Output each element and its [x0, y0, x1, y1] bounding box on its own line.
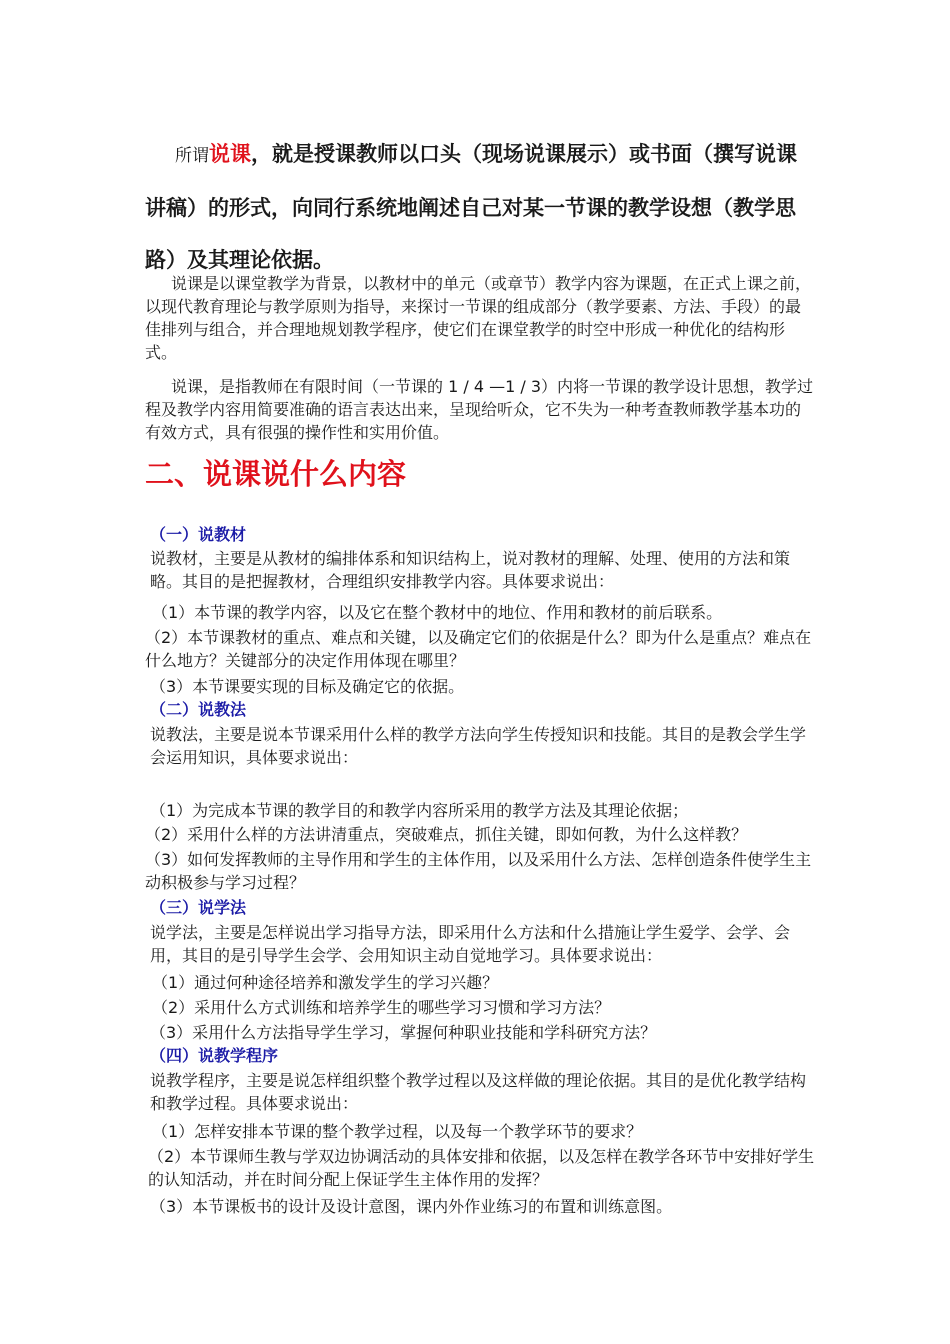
list-item: （3）如何发挥教师的主导作用和学生的主体作用，以及采用什么方法、怎样创造条件使学生主动积极参与学习过程？ [145, 850, 812, 892]
list-item: （3）采用什么方法指导学生学习，掌握何种职业技能和学科研究方法？ [150, 1023, 657, 1042]
subsection-title-method: （二）说教法 [150, 700, 247, 719]
list-item: （2）采用什么方式训练和培养学生的哪些学习习惯和学习方法？ [152, 998, 611, 1017]
section-heading: 二、说课说什么内容 [145, 457, 407, 491]
subsection-desc-textbook: 说教材，主要是从教材的编排体系和知识结构上，说对教材的理解、处理、使用的方法和策略。其目的是把握教材，合理组织安排教学内容。具体要求说出： [150, 549, 791, 591]
subsection-title-procedure: （四）说教学程序 [150, 1046, 279, 1065]
subsection-title-textbook: （一）说教材 [150, 525, 247, 544]
list-item: （2）本节课师生教与学双边协调活动的具体安排和依据，以及怎样在教学各环节中安排好学生的认知活动，并在时间分配上保证学生主体作用的发挥？ [148, 1147, 815, 1189]
intro-keyword: 说课 [209, 142, 251, 166]
list-item: （1）怎样安排本节课的整个教学过程，以及每一个教学环节的要求？ [152, 1122, 643, 1141]
subsection-desc-procedure: 说教学程序，主要是说怎样组织整个教学过程以及这样做的理论依据。其目的是优化教学结构和教学过程。具体要求说出： [150, 1071, 807, 1113]
intro-text: ，就是授课教师以口头（现场说课展示）或书面（撰写说课讲稿）的形式，向同行系统地阐述自己对某一节课的教学设想（教学思路）及其理论依据。 [145, 142, 797, 272]
paragraph-definition: 说课，是指教师在有限时间（一节课的 1 / 4 —1 / 3）内将一节课的教学设计思想，教学过程及教学内容用简要准确的语言表达出来，呈现给听众，它不失为一种考查教师教学基本功的有效方式，具有很强的操作性和实用价值。 [145, 377, 814, 442]
paragraph-background: 说课是以课堂教学为背景，以教材中的单元（或章节）教学内容为课题，在正式上课之前，以现代教育理论与教学原则为指导，来探讨一节课的组成部分（教学要素、方法、手段）的最佳排列与组合，并合理地规划教学程序，使它们在课堂教学的时空中形成一种优化的结构形式。 [145, 274, 812, 362]
intro-definition [145, 128, 815, 286]
intro-lead: 所谓 [175, 146, 209, 166]
list-item: （3）本节课板书的设计及设计意图，课内外作业练习的布置和训练意图。 [150, 1197, 673, 1216]
subsection-title-learning: （三）说学法 [150, 898, 247, 917]
subsection-desc-method: 说教法，主要是说本节课采用什么样的教学方法向学生传授知识和技能。其目的是教会学生学会运用知识，具体要求说出： [150, 725, 807, 767]
list-item: （3）本节课要实现的目标及确定它的依据。 [150, 677, 465, 696]
list-item: （1）通过何种途径培养和激发学生的学习兴趣？ [152, 973, 499, 992]
list-item: （2）采用什么样的方法讲清重点，突破难点，抓住关键，即如何教，为什么这样教？ [145, 825, 748, 844]
list-item: （2）本节课教材的重点、难点和关键，以及确定它们的依据是什么？即为什么是重点？难点在什么地方？关键部分的决定作用体现在哪里？ [145, 628, 812, 670]
list-item: （1）为完成本节课的教学目的和教学内容所采用的教学方法及其理论依据； [150, 801, 689, 820]
subsection-desc-learning: 说学法，主要是怎样说出学习指导方法，即采用什么方法和什么措施让学生爱学、会学、会用，其目的是引导学生会学、会用知识主动自觉地学习。具体要求说出： [150, 923, 791, 965]
list-item: （1）本节课的教学内容，以及它在整个教材中的地位、作用和教材的前后联系。 [152, 603, 723, 622]
